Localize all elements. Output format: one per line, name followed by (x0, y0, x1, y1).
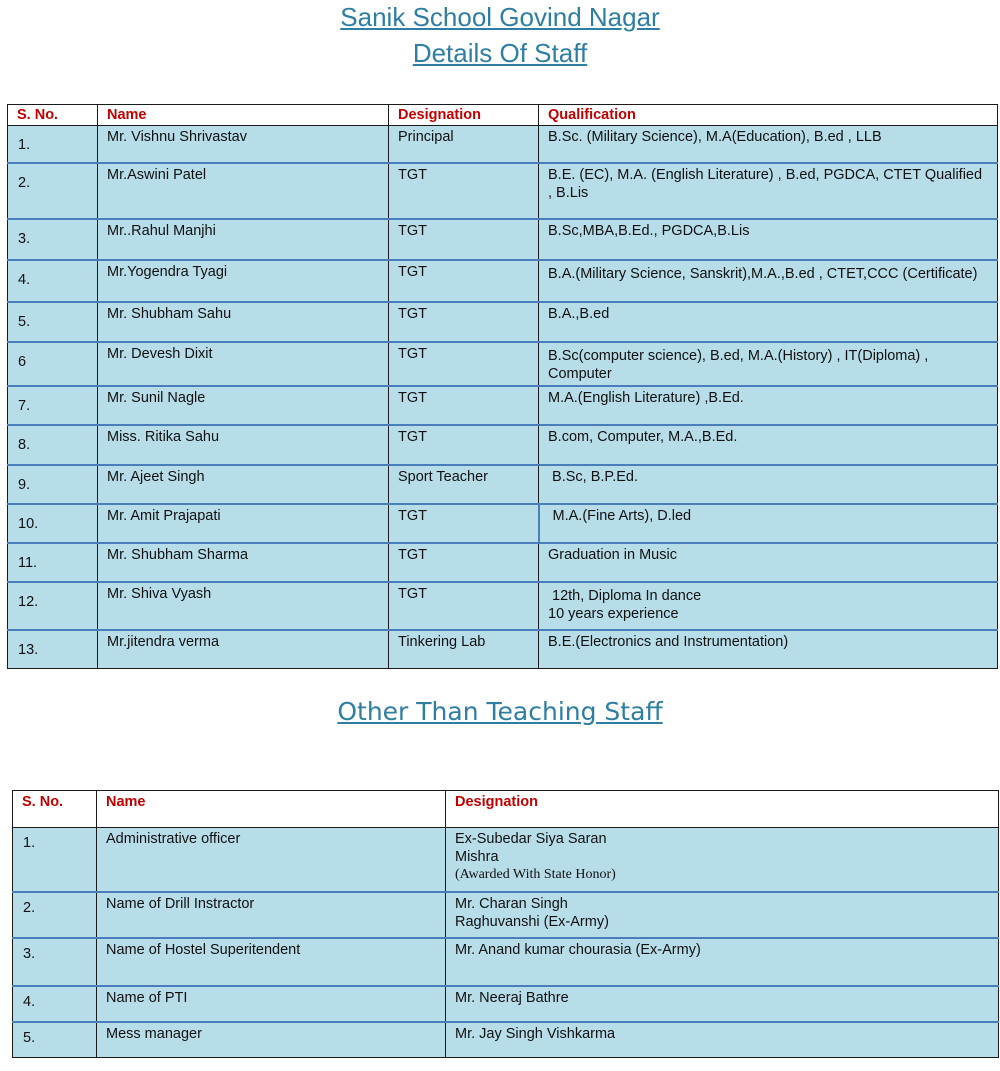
column-header: S. No. (13, 791, 97, 828)
staff-table (7, 104, 998, 669)
row-qualification: B.A.(Military Science, Sanskrit),M.A.,B.ed , CTET,CCC (Certificate) (539, 260, 998, 302)
row-qualification: B.E. (EC), M.A. (English Literature) , B.ed, PGDCA, CTET Qualified , B.Lis (539, 163, 998, 219)
column-header: Name (97, 791, 446, 828)
row-name: Mr.Aswini Patel (98, 163, 389, 219)
row-designation: TGT (389, 302, 539, 342)
row-qualification: B.Sc,MBA,B.Ed., PGDCA,B.Lis (539, 219, 998, 260)
column-header: S. No. (8, 105, 98, 126)
table-row (13, 828, 999, 892)
table-row (13, 938, 999, 986)
row-designation: TGT (389, 342, 539, 386)
table-row (8, 342, 998, 386)
row-sno: 6 (8, 342, 98, 386)
row-name: Mr. Shubham Sharma (98, 543, 389, 582)
row-sno: 13. (8, 630, 98, 669)
other-staff-title: Other Than Teaching Staff (337, 697, 663, 726)
table-row (8, 302, 998, 342)
row-name: Mr. Ajeet Singh (98, 465, 389, 504)
row-sno: 1. (13, 828, 97, 892)
row-sno: 7. (8, 386, 98, 425)
row-designation: Sport Teacher (389, 465, 539, 504)
table-row (13, 986, 999, 1022)
row-name: Mr. Amit Prajapati (98, 504, 389, 543)
row-name: Mr. Sunil Nagle (98, 386, 389, 425)
row-designation: TGT (389, 425, 539, 465)
row-sno: 11. (8, 543, 98, 582)
row-qualification: B.com, Computer, M.A.,B.Ed. (539, 425, 998, 465)
row-sno: 8. (8, 425, 98, 465)
row-sno: 9. (8, 465, 98, 504)
row-designation: TGT (389, 543, 539, 582)
row-name: Miss. Ritika Sahu (98, 425, 389, 465)
row-name: Mr. Vishnu Shrivastav (98, 126, 389, 163)
row-qualification: B.E.(Electronics and Instrumentation) (539, 630, 998, 669)
table-row (8, 386, 998, 425)
table-row (8, 630, 998, 669)
row-qualification-line2: 10 years experience (548, 605, 679, 622)
row-designation: Mr. Charan Singh (455, 895, 568, 912)
honor-note: (Awarded With State Honor) (455, 867, 616, 882)
table-row (8, 126, 998, 163)
row-designation: Mr. Anand kumar chourasia (Ex-Army) (446, 938, 999, 986)
row-designation: TGT (389, 582, 539, 630)
row-name: Mr..Rahul Manjhi (98, 219, 389, 260)
row-name: Mr.jitendra verma (98, 630, 389, 669)
row-name: Mess manager (97, 1022, 446, 1058)
row-designation: Tinkering Lab (389, 630, 539, 669)
row-name: Name of PTI (97, 986, 446, 1022)
row-sno: 2. (8, 163, 98, 219)
row-designation-cell (446, 828, 999, 892)
table-row (13, 892, 999, 938)
row-designation: TGT (389, 219, 539, 260)
table-row (8, 425, 998, 465)
column-header: Designation (446, 791, 999, 828)
table-row (8, 504, 998, 543)
row-sno: 3. (8, 219, 98, 260)
row-designation: TGT (389, 163, 539, 219)
staff-table-header (8, 105, 998, 126)
row-designation: TGT (389, 386, 539, 425)
row-sno: 4. (13, 986, 97, 1022)
row-name: Administrative officer (97, 828, 446, 892)
staff-details-title: Details Of Staff (412, 38, 588, 68)
table-row (13, 1022, 999, 1058)
other-table-header (13, 791, 999, 828)
school-title: Sanik School Govind Nagar (340, 2, 660, 32)
row-sno: 10. (8, 504, 98, 543)
row-sno: 3. (13, 938, 97, 986)
row-designation: Principal (389, 126, 539, 163)
row-name: Name of Hostel Superitendent (97, 938, 446, 986)
row-designation: Mr. Jay Singh Vishkarma (446, 1022, 999, 1058)
row-designation-cell (446, 892, 999, 938)
table-row (8, 582, 998, 630)
table-row (8, 465, 998, 504)
row-sno: 5. (8, 302, 98, 342)
row-name: Mr.Yogendra Tyagi (98, 260, 389, 302)
table-row (8, 543, 998, 582)
column-header: Name (98, 105, 389, 126)
row-qualification: B.Sc, B.P.Ed. (539, 465, 998, 504)
row-qualification: B.A.,B.ed (539, 302, 998, 342)
row-qualification: Graduation in Music (539, 543, 998, 582)
row-name: Name of Drill Instractor (97, 892, 446, 938)
row-sno: 4. (8, 260, 98, 302)
row-designation: TGT (389, 260, 539, 302)
row-qualification: 12th, Diploma In dance (548, 587, 702, 604)
row-sno: 2. (13, 892, 97, 938)
row-qualification: B.Sc(computer science), B.ed, M.A.(History) , IT(Diploma) , Computer (539, 342, 998, 386)
row-qualification: M.A.(English Literature) ,B.Ed. (539, 386, 998, 425)
row-designation-line2: Raghuvanshi (Ex-Army) (455, 913, 609, 930)
row-qualification: B.Sc. (Military Science), M.A(Education), B.ed , LLB (539, 126, 998, 163)
row-qualification-cell (539, 582, 998, 630)
row-sno: 5. (13, 1022, 97, 1058)
row-sno: 1. (8, 126, 98, 163)
column-header: Qualification (539, 105, 998, 126)
row-designation-line2: Mishra (455, 849, 499, 865)
row-designation: Mr. Neeraj Bathre (446, 986, 999, 1022)
row-sno: 12. (8, 582, 98, 630)
row-designation: TGT (389, 504, 539, 543)
other-staff-table (12, 790, 999, 1058)
row-name: Mr. Devesh Dixit (98, 342, 389, 386)
row-designation: Ex-Subedar Siya Saran (455, 831, 607, 847)
table-row (8, 163, 998, 219)
row-qualification: M.A.(Fine Arts), D.led (539, 504, 998, 543)
table-row (8, 219, 998, 260)
row-name: Mr. Shubham Sahu (98, 302, 389, 342)
column-header: Designation (389, 105, 539, 126)
table-row (8, 260, 998, 302)
row-name: Mr. Shiva Vyash (98, 582, 389, 630)
